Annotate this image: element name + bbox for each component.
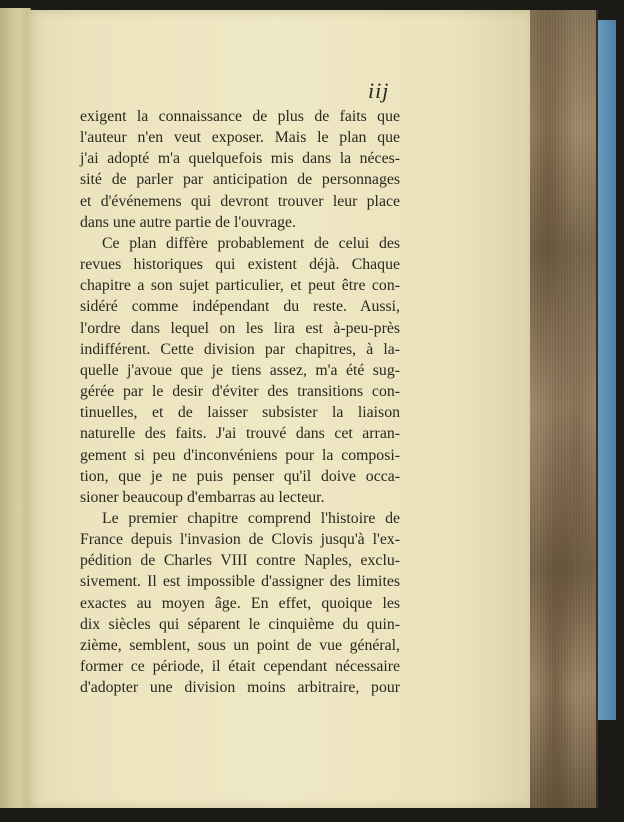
text-line: former ce période, il était cependant nécessaire (80, 658, 400, 676)
text-line: Le premier chapitre comprend l'histoire de (102, 509, 400, 527)
text-line: l'auteur n'en veut exposer. Mais le plan que (80, 129, 400, 147)
text-line: sidéré comme indépendant du reste. Aussi, (80, 298, 400, 316)
text-line: sioner beaucoup d'embarras au lecteur. (80, 488, 325, 506)
text-line: sivement. Il est impossible d'assigner des limites (80, 573, 400, 591)
text-line: chapitre a son sujet particulier, et peut être con- (80, 277, 400, 295)
text-line: d'adopter une division moins arbitraire, pour (80, 679, 400, 697)
text-line: gérée par le desir d'éviter des transitions con- (80, 383, 400, 401)
page-text (80, 106, 400, 698)
text-line: j'ai adopté m'a quelquefois mis dans la néces- (80, 150, 400, 168)
text-line: revues historiques qui existent déjà. Chaque (80, 256, 400, 274)
page-number: iij (368, 78, 390, 103)
paragraph (80, 508, 400, 698)
text-line: quelle j'avoue que je tiens assez, m'a été sug- (80, 361, 400, 379)
text-line: France depuis l'invasion de Clovis jusqu'à l'ex- (80, 531, 400, 549)
text-line: dans une autre partie de l'ouvrage. (80, 213, 297, 231)
paragraph (80, 106, 400, 233)
text-line: zième, semblent, sous un point de vue général, (80, 636, 400, 654)
text-line: exactes au moyen âge. En effet, quoique les (80, 594, 400, 612)
text-line: dix siècles qui séparent le cinquième du quin- (80, 615, 400, 633)
text-line: Ce plan diffère probablement de celui des (102, 234, 400, 252)
paragraph (80, 233, 400, 508)
text-line: gement si peu d'inconvéniens pour la composi- (80, 446, 400, 464)
text-line: et d'événemens qui devront trouver leur place (80, 192, 400, 210)
text-line: l'ordre dans lequel on les lira est à-peu-près (80, 319, 400, 337)
text-line: pédition de Charles VIII contre Naples, exclu- (80, 552, 400, 570)
text-line: naturelle des faits. J'ai trouvé dans cet arran- (80, 425, 400, 443)
text-line: sité de parler par anticipation de personnages (80, 171, 400, 189)
page-fore-edge (528, 10, 598, 808)
text-line: tinuelles, et de laisser subsister la liaison (80, 404, 400, 422)
text-line: indifférent. Cette division par chapitres, à la- (80, 340, 400, 358)
text-line: exigent la connaissance de plus de faits que (80, 108, 400, 125)
text-line: tion, que je ne puis penser qu'il doive occa- (80, 467, 400, 485)
